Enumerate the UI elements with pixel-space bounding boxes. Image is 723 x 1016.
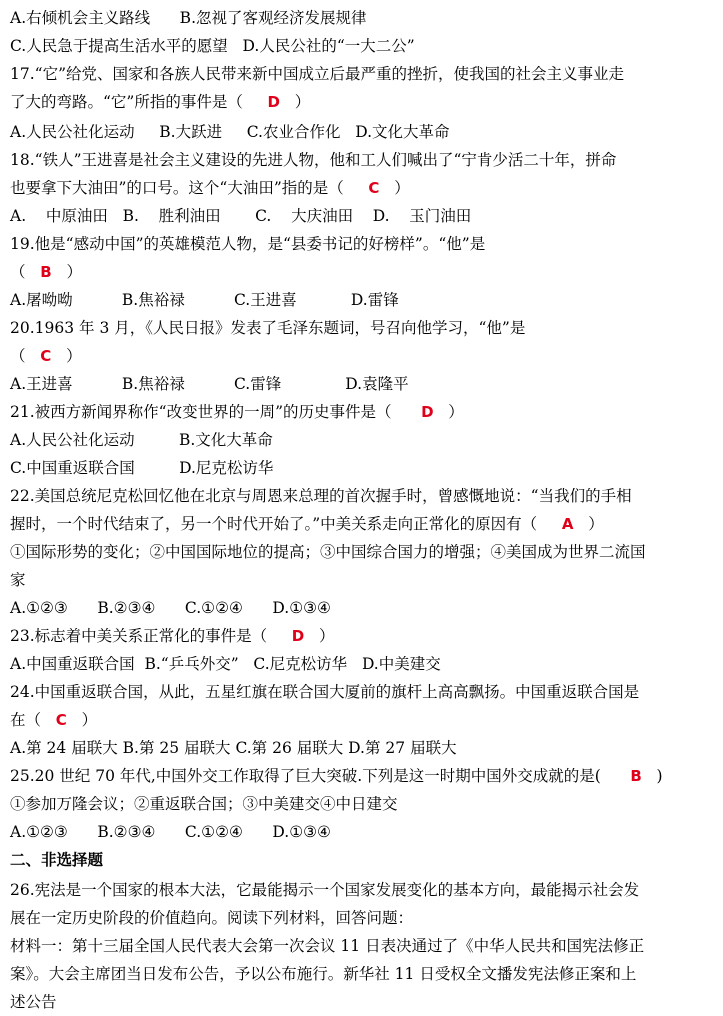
question-22-items-cont: 家 [10,571,26,589]
question-19-text-cont: （ B ） [10,263,82,281]
question-24-options: A.第 24 届联大 B.第 25 届联大 C.第 26 届联大 D.第 27 届联大 [10,739,457,757]
answer-24: C [55,711,67,729]
question-22-text: 22.美国总统尼克松回忆他在北京与周恩来总理的首次握手时，曾感慨地说：“当我们的手相 [10,487,632,505]
question-20-text: 20.1963 年 3 月，《人民日报》发表了毛泽东题词，号召向他学习，“他”是 [10,319,526,337]
question-17-text-cont: 了大的弯路。“它”所指的事件是（ D ） [10,93,311,111]
answer-18: C [368,179,380,197]
question-24-text-cont: 在（ C ） [10,711,98,729]
question-18-text: 18.“铁人”王进喜是社会主义建设的先进人物，他和工人们喊出了“宁肯少活二十年，拼命 [10,151,617,169]
question-23-text: 23.标志着中美关系正常化的事件是（ D ） [10,627,335,645]
answer-23: D [291,627,305,645]
question-25-items: ①参加万隆会议；②重返联合国；③中美建交④中日建交 [10,795,398,813]
question-22-items: ①国际形势的变化；②中国国际地位的提高；③中国综合国力的增强；④美国成为世界二流国 [10,543,646,561]
question-17-options: A.人民公社化运动 B.大跃进 C.农业合作化 D.文化大革命 [10,123,450,141]
question-23-options: A.中国重返联合国 B.“乒乓外交” C.尼克松访华 D.中美建交 [10,655,441,673]
question-19-text: 19.他是“感动中国”的英雄模范人物，是“县委书记的好榜样”。“他”是 [10,235,486,253]
question-20-text-cont: （ C ） [10,347,82,365]
section-heading: 二、非选择题 [10,851,104,869]
question-22-options: A.①②③ B.②③④ C.①②④ D.①③④ [10,599,331,617]
question-20-options: A.王进喜 B.焦裕禄 C.雷锋 D.袁隆平 [10,375,409,393]
answer-25: B [630,767,642,785]
question-21-options-ab: A.人民公社化运动 B.文化大革命 [10,431,273,449]
question-26-text-cont: 展在一定历史阶段的价值趋向。阅读下列材料，回答问题： [10,909,414,927]
question-26-text: 26.宪法是一个国家的根本大法，它最能揭示一个国家发展变化的基本方向，最能揭示社会发 [10,881,640,899]
material-one-text-end: 述公告 [10,993,57,1011]
material-one-text-cont: 案》。大会主席团当日发布公告，予以公布施行。新华社 11 日受权全文播发宪法修正案和上 [10,965,637,983]
question-21-text: 21.被西方新闻界称作“改变世界的一周”的历史事件是（ D ） [10,403,464,421]
question-19-options: A.屠呦呦 B.焦裕禄 C.王进喜 D.雷锋 [10,291,399,309]
question-17-text: 17.“它”给党、国家和各族人民带来新中国成立后最严重的挫折，使我国的社会主义事业走 [10,65,625,83]
answer-21: D [421,403,434,421]
question-21-options-cd: C.中国重返联合国 D.尼克松访华 [10,459,274,477]
question-18-text-cont: 也要拿下大油田”的口号。这个“大油田”指的是（ C ） [10,179,410,197]
question-24-text: 24.中国重返联合国，从此，五星红旗在联合国大厦前的旗杆上高高飘扬。中国重返联合国是 [10,683,640,701]
question-22-text-cont: 握时，一个时代结束了，另一个时代开始了。”中美关系走向正常化的原因有（ A ） [10,515,604,533]
material-one-text: 材料一：第十三届全国人民代表大会第一次会议 11 日表决通过了《中华人民共和国宪法修正 [10,937,645,955]
option-line: C.人民急于提高生活水平的愿望 D.人民公社的“一大二公” [10,37,415,55]
option-line: A.右倾机会主义路线 B.忽视了客观经济发展规律 [10,9,367,27]
question-25-text: 25.20 世纪 70 年代,中国外交工作取得了巨大突破.下列是这一时期中国外交成就的是( B ) [10,767,663,785]
question-18-options: A. 中原油田 B. 胜利油田 C. 大庆油田 D. 玉门油田 [10,207,472,225]
answer-19: B [40,263,52,281]
answer-17: D [267,93,280,111]
question-25-options: A.①②③ B.②③④ C.①②④ D.①③④ [10,823,331,841]
answer-20: C [40,347,52,365]
answer-22: A [561,515,574,533]
